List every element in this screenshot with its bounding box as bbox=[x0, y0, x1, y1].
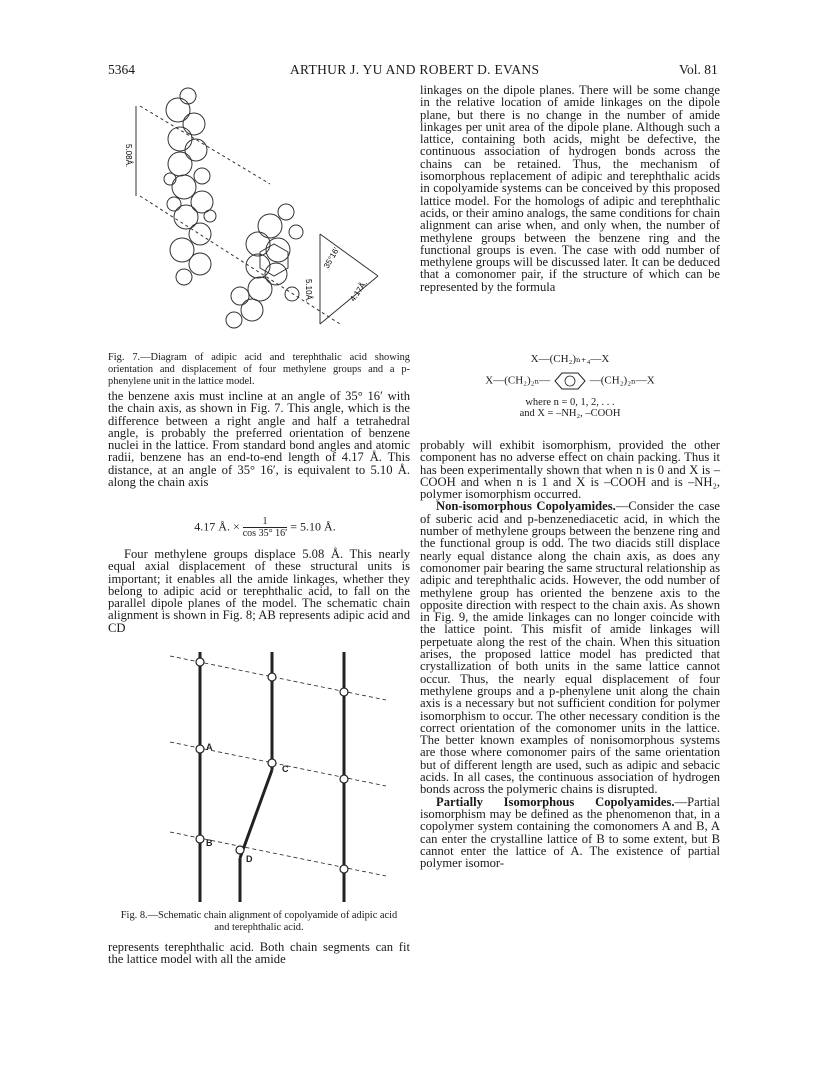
fig7-label-4.17: 4.17Å. bbox=[348, 279, 369, 304]
volume-number: Vol. 81 bbox=[679, 62, 718, 77]
terephthalic-segment bbox=[240, 770, 272, 858]
right-column-2 bbox=[420, 439, 720, 869]
eq-numerator: 1 bbox=[243, 516, 288, 528]
lattice-point-c bbox=[268, 759, 276, 767]
left-column-3 bbox=[108, 941, 410, 966]
lattice-point bbox=[196, 658, 204, 666]
paragraph: probably will exhibit isomorphism, provided the other component has no adverse effect on chain packing. Thus it has been experimentally shown that when n is 0 and X is –COOH and when n is 1 and X is –COOH and is –NH₂, polymer isomorphism occurred. bbox=[420, 438, 720, 502]
fig7-caption: Fig. 7.—Diagram of adipic acid and terephthalic acid showing orientation and displacement of four methylene groups and a p-phenylene unit in the lattice model. bbox=[108, 352, 410, 387]
lattice-point bbox=[340, 865, 348, 873]
fig8-label-b: B bbox=[206, 838, 213, 848]
right-column bbox=[420, 84, 720, 293]
fig7-label-5.08: 5.08Å. bbox=[124, 144, 133, 168]
formula-2-right: —(CH₂)₂ₙ—X bbox=[589, 374, 655, 387]
fig8-label-a: A bbox=[206, 742, 213, 752]
formula-where bbox=[420, 397, 720, 419]
fig7-label-angle: 35°16' bbox=[321, 245, 341, 270]
figure-8 bbox=[168, 652, 388, 904]
lattice-point-d bbox=[236, 846, 244, 854]
section-non-isomorphous bbox=[420, 500, 720, 795]
left-column bbox=[108, 390, 410, 488]
eq-denominator: cos 35° 16′ bbox=[242, 528, 288, 539]
figure-7 bbox=[110, 84, 410, 349]
formula-1: X—(CH₂)ₙ₊₄—X bbox=[530, 353, 610, 365]
lattice-point bbox=[340, 688, 348, 696]
formula-2 bbox=[420, 371, 720, 391]
paragraph: represents terephthalic acid. Both chain segments can fit the lattice model with all the amide bbox=[108, 940, 410, 967]
lattice-point bbox=[340, 775, 348, 783]
terephthalic-acid-chain bbox=[226, 204, 303, 328]
fig7-label-5.10: 5.10Å. bbox=[304, 279, 313, 303]
eq-fraction bbox=[243, 516, 288, 539]
heading-non-isomorphous: Non-isomorphous Copolyamides. bbox=[436, 499, 616, 514]
fig8-label-c: C bbox=[282, 764, 289, 774]
heading-partially-isomorphous: Partially Isomorphous Copolyamides. bbox=[436, 794, 675, 809]
dipole-plane-line bbox=[140, 106, 270, 184]
equation-displacement bbox=[150, 516, 380, 539]
lattice-point-b bbox=[196, 835, 204, 843]
formula-block bbox=[420, 352, 720, 419]
fig8-label-d: D bbox=[246, 854, 253, 864]
lattice-point bbox=[268, 673, 276, 681]
benzene-ring-icon bbox=[553, 371, 587, 391]
fig8-caption: Fig. 8.—Schematic chain alignment of copolyamide of adipic acid and terephthalic acid. bbox=[120, 910, 398, 933]
paragraph: the benzene axis must incline at an angle of 35° 16′ with the chain axis, as shown in Fig. 7. This angle, which is the difference between a right angle and half a tetrahedral angle, is probably the preferred orientation of benzene nuclei in the lattice. From standard bond angles and atomic radii, benzene has an end-to-end length of 4.17 Å. This distance, at an angle of 35° 16′, is equivalent to 5.10 Å. along the chain axis bbox=[108, 389, 410, 490]
where-x: and X = –NH₂, –COOH bbox=[519, 408, 621, 419]
section-partially-isomorphous bbox=[420, 796, 720, 870]
paragraph: Four methylene groups displace 5.08 Å. This nearly equal axial displacement of these structural units is important; it enables all the amide linkages, whether they belong to adipic acid or terephthalic acid, to fall on the parallel dipole planes of the model. The schematic chain alignment is shown in Fig. 8; AB represents adipic acid and CD bbox=[108, 547, 410, 635]
formula-2-left: X—(CH₂)₂ₙ— bbox=[485, 374, 551, 387]
adipic-acid-chain bbox=[164, 88, 216, 285]
page-number: 5364 bbox=[108, 62, 135, 77]
running-title: ARTHUR J. YU AND ROBERT D. EVANS bbox=[290, 62, 540, 77]
eq-left: 4.17 Å. × bbox=[194, 519, 240, 534]
eq-right: = 5.10 Å. bbox=[290, 519, 336, 534]
perpendicular-line bbox=[320, 276, 378, 324]
left-column-2 bbox=[108, 548, 410, 634]
paragraph: —Partial isomorphism may be defined as the phenomenon that, in a copolymer system containing the comonomers A and B, A can enter the crystalline lattice of B to some extent, but B cannot enter the lattice of A. The existence of partial polymer isomor- bbox=[420, 794, 720, 871]
paragraph: —Consider the case of suberic acid and p-benzenediacetic acid, in which the number of methylene groups between the benzene ring and the functional group is odd. The two diacids still displace nearly equal distance along the chain axis, as does any comonomer pair bearing the same structural relationship as adipic and terephthalic acids. However, the odd number of methylene group has oriented the benzene axis to the opposite direction with respect to the chain axis. As shown in Fig. 9, the amide linkages can no longer coincide with the lattice point. This misfit of amide linkages will perpetuate along the rest of the chain. When this situation arises, the proposed lattice model has predicted that crystallization of both units in the same lattice cannot occur. Thus, the nearly equal displacement of four methylene groups and a p-phenylene unit along the chain axis is a necessary but not sufficient condition for polymer isomorphism to occur. The other necessary condition is the correct orientation of the comonomer units in the lattice. The better known examples of nonisomorphous systems are those where comonomer pairs of the same orientation but of different length are used, such as adipic and sebacic acids. In all cases, the continuous association of hydrogen bonds across the polymeric chains is disrupted. bbox=[420, 499, 720, 797]
lattice-point-a bbox=[196, 745, 204, 753]
where-n: where n = 0, 1, 2, . . . bbox=[525, 397, 615, 408]
paragraph: linkages on the dipole planes. There will be some change in the relative location of amide linkages on the dipole plane, but there is no change in the number of amide linkages per unit area of the dipole plane. Although such a lattice, containing both acids, might be defective, the continuous association of hydrogen bonds across the chains can be retained. Thus, the mechanism of isomorphous replacement of adipic and terephthalic acids in copolyamide systems can be conceived by this proposed lattice model. For the homologs of adipic and terephthalic acids, or their amino analogs, the same conditions for chain alignment can arise when, and only when, the number of methylene groups between the benzene ring and the functional groups is even. The case with odd number of methylene groups will be discussed later. It can be deduced that a comonomer pair, if the structure of which can be represented by the formula bbox=[420, 83, 720, 294]
